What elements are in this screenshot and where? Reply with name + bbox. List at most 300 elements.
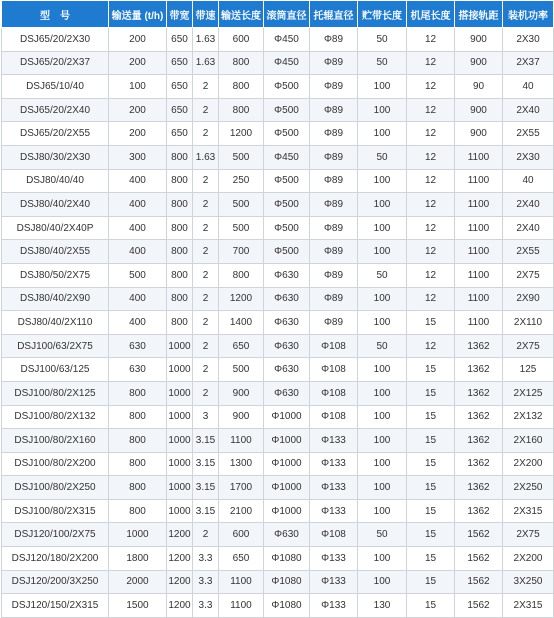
- table-cell: 2: [193, 240, 219, 264]
- table-cell: Φ500: [264, 75, 310, 99]
- table-row: [2, 429, 554, 453]
- table-cell: 500: [219, 358, 264, 382]
- table-cell: 50: [358, 28, 407, 52]
- table-cell: 2X40: [503, 98, 554, 122]
- table-cell: 100: [358, 311, 407, 335]
- table-cell: 500: [109, 263, 167, 287]
- table-cell: 1000: [167, 452, 193, 476]
- table-cell: 100: [358, 240, 407, 264]
- table-cell: 500: [219, 193, 264, 217]
- table-cell: 2: [193, 193, 219, 217]
- table-cell: Φ450: [264, 145, 310, 169]
- table-cell: 400: [109, 311, 167, 335]
- table-cell: DSJ100/80/2X125: [2, 381, 109, 405]
- table-cell: 400: [109, 216, 167, 240]
- table-row: [2, 547, 554, 571]
- table-cell: 800: [167, 193, 193, 217]
- table-row: [2, 311, 554, 335]
- table-row: [2, 381, 554, 405]
- table-cell: DSJ65/20/2X55: [2, 122, 109, 146]
- table-cell: 1362: [455, 334, 503, 358]
- table-cell: Φ89: [310, 216, 358, 240]
- table-cell: 12: [407, 51, 455, 75]
- table-cell: 3.15: [193, 476, 219, 500]
- table-row: [2, 358, 554, 382]
- table-cell: Φ89: [310, 263, 358, 287]
- table-cell: 800: [167, 145, 193, 169]
- table-cell: 2000: [109, 570, 167, 594]
- table-cell: DSJ120/180/2X200: [2, 547, 109, 571]
- table-cell: DSJ100/80/2X160: [2, 429, 109, 453]
- table-cell: 125: [503, 358, 554, 382]
- table-cell: 650: [219, 334, 264, 358]
- table-cell: DSJ65/10/40: [2, 75, 109, 99]
- table-cell: 2: [193, 216, 219, 240]
- table-cell: 100: [358, 193, 407, 217]
- table-cell: Φ133: [310, 429, 358, 453]
- table-cell: Φ89: [310, 169, 358, 193]
- table-cell: 1000: [167, 334, 193, 358]
- table-cell: 800: [109, 499, 167, 523]
- table-cell: 90: [455, 75, 503, 99]
- table-cell: DSJ120/100/2X75: [2, 523, 109, 547]
- table-cell: 1000: [167, 429, 193, 453]
- table-cell: 1100: [455, 287, 503, 311]
- table-row: [2, 216, 554, 240]
- table-cell: 15: [407, 429, 455, 453]
- table-cell: Φ450: [264, 51, 310, 75]
- table-cell: 800: [167, 263, 193, 287]
- table-cell: 1362: [455, 429, 503, 453]
- table-cell: Φ1000: [264, 476, 310, 500]
- table-cell: Φ133: [310, 499, 358, 523]
- table-cell: Φ89: [310, 98, 358, 122]
- table-cell: 1000: [167, 476, 193, 500]
- table-cell: 1200: [219, 287, 264, 311]
- table-cell: Φ108: [310, 358, 358, 382]
- table-row: [2, 98, 554, 122]
- column-header: 装机功率: [503, 1, 554, 28]
- table-cell: DSJ80/40/2X90: [2, 287, 109, 311]
- table-cell: 1562: [455, 594, 503, 618]
- table-cell: 3.3: [193, 547, 219, 571]
- table-cell: 2X125: [503, 381, 554, 405]
- table-cell: 100: [358, 429, 407, 453]
- table-cell: 1100: [455, 240, 503, 264]
- table-cell: DSJ80/40/40: [2, 169, 109, 193]
- table-cell: 100: [358, 570, 407, 594]
- table-cell: Φ1080: [264, 570, 310, 594]
- table-cell: 800: [167, 287, 193, 311]
- table-cell: 400: [109, 287, 167, 311]
- table-cell: 1200: [167, 547, 193, 571]
- table-cell: Φ89: [310, 311, 358, 335]
- table-cell: 700: [219, 240, 264, 264]
- table-cell: 100: [358, 287, 407, 311]
- table-cell: 2X30: [503, 145, 554, 169]
- table-cell: 2X132: [503, 405, 554, 429]
- table-row: [2, 499, 554, 523]
- table-cell: 1000: [167, 405, 193, 429]
- table-cell: 630: [109, 358, 167, 382]
- table-cell: 12: [407, 145, 455, 169]
- table-cell: 800: [219, 51, 264, 75]
- table-cell: DSJ80/40/2X55: [2, 240, 109, 264]
- table-cell: 100: [358, 169, 407, 193]
- table-body: [2, 28, 554, 618]
- table-row: [2, 75, 554, 99]
- column-header: 带速: [193, 1, 219, 28]
- table-cell: 3.15: [193, 499, 219, 523]
- table-cell: 1100: [219, 570, 264, 594]
- table-cell: Φ108: [310, 523, 358, 547]
- table-cell: Φ500: [264, 216, 310, 240]
- table-cell: 200: [109, 51, 167, 75]
- table-cell: 800: [109, 476, 167, 500]
- table-cell: 2X110: [503, 311, 554, 335]
- table-cell: DSJ80/40/2X40: [2, 193, 109, 217]
- table-cell: 1362: [455, 499, 503, 523]
- table-cell: DSJ80/40/2X40P: [2, 216, 109, 240]
- table-cell: 100: [358, 122, 407, 146]
- table-cell: 2X55: [503, 240, 554, 264]
- table-cell: 1200: [167, 570, 193, 594]
- table-cell: 1362: [455, 381, 503, 405]
- table-cell: 130: [358, 594, 407, 618]
- table-cell: Φ500: [264, 193, 310, 217]
- table-cell: DSJ100/80/2X200: [2, 452, 109, 476]
- table-cell: 2: [193, 169, 219, 193]
- table-cell: 1000: [109, 523, 167, 547]
- table-cell: 15: [407, 311, 455, 335]
- table-header: [2, 1, 554, 28]
- table-cell: 2X90: [503, 287, 554, 311]
- table-cell: 12: [407, 75, 455, 99]
- table-row: [2, 263, 554, 287]
- table-cell: 12: [407, 263, 455, 287]
- table-cell: 1400: [219, 311, 264, 335]
- table-cell: 650: [219, 547, 264, 571]
- table-cell: 12: [407, 193, 455, 217]
- table-cell: 2: [193, 381, 219, 405]
- table-cell: Φ89: [310, 28, 358, 52]
- table-cell: 100: [358, 358, 407, 382]
- table-cell: 1100: [455, 145, 503, 169]
- table-cell: 40: [503, 75, 554, 99]
- table-cell: 400: [109, 193, 167, 217]
- table-cell: 1100: [455, 263, 503, 287]
- table-cell: 2X37: [503, 51, 554, 75]
- column-header: 滚筒直径: [264, 1, 310, 28]
- column-header: 型 号: [2, 1, 109, 28]
- table-cell: 2: [193, 263, 219, 287]
- table-cell: Φ89: [310, 51, 358, 75]
- table-cell: Φ630: [264, 523, 310, 547]
- table-cell: 1300: [219, 452, 264, 476]
- table-cell: 1000: [167, 381, 193, 405]
- column-header: 带宽: [167, 1, 193, 28]
- column-header: 搭接轨距: [455, 1, 503, 28]
- table-cell: 2: [193, 334, 219, 358]
- table-cell: 1.63: [193, 145, 219, 169]
- table-cell: 1200: [219, 122, 264, 146]
- table-cell: 12: [407, 287, 455, 311]
- table-cell: DSJ100/80/2X250: [2, 476, 109, 500]
- table-cell: 200: [109, 98, 167, 122]
- table-cell: 900: [219, 405, 264, 429]
- table-row: [2, 240, 554, 264]
- table-cell: DSJ80/30/2X30: [2, 145, 109, 169]
- table-row: [2, 405, 554, 429]
- table-cell: 1100: [219, 429, 264, 453]
- table-cell: 3.3: [193, 570, 219, 594]
- table-cell: Φ89: [310, 145, 358, 169]
- table-cell: 12: [407, 98, 455, 122]
- table-cell: 900: [455, 51, 503, 75]
- table-cell: 100: [358, 75, 407, 99]
- table-cell: 15: [407, 405, 455, 429]
- table-cell: 15: [407, 547, 455, 571]
- table-cell: 3: [193, 405, 219, 429]
- table-cell: 2100: [219, 499, 264, 523]
- table-cell: 1100: [219, 594, 264, 618]
- table-cell: 12: [407, 240, 455, 264]
- table-cell: 100: [109, 75, 167, 99]
- table-cell: 100: [358, 216, 407, 240]
- table-cell: Φ108: [310, 334, 358, 358]
- table-cell: 900: [455, 28, 503, 52]
- table-cell: 1100: [455, 193, 503, 217]
- table-cell: 2: [193, 98, 219, 122]
- table-cell: 100: [358, 405, 407, 429]
- table-cell: 200: [109, 28, 167, 52]
- table-cell: 100: [358, 381, 407, 405]
- table-cell: 50: [358, 51, 407, 75]
- table-cell: 630: [109, 334, 167, 358]
- table-cell: DSJ100/80/2X315: [2, 499, 109, 523]
- table-row: [2, 287, 554, 311]
- table-cell: 800: [167, 169, 193, 193]
- table-cell: 1500: [109, 594, 167, 618]
- table-cell: DSJ65/20/2X40: [2, 98, 109, 122]
- table-cell: Φ133: [310, 476, 358, 500]
- table-cell: 40: [503, 169, 554, 193]
- table-cell: 1362: [455, 476, 503, 500]
- table-cell: 15: [407, 523, 455, 547]
- table-cell: 650: [167, 28, 193, 52]
- table-cell: 900: [455, 98, 503, 122]
- table-cell: 50: [358, 145, 407, 169]
- table-cell: 50: [358, 523, 407, 547]
- table-cell: 2X30: [503, 28, 554, 52]
- table-cell: 2X160: [503, 429, 554, 453]
- table-cell: DSJ80/40/2X110: [2, 311, 109, 335]
- table-cell: 1700: [219, 476, 264, 500]
- table-cell: 3.3: [193, 594, 219, 618]
- table-cell: 12: [407, 216, 455, 240]
- table-cell: Φ89: [310, 193, 358, 217]
- table-cell: 500: [219, 216, 264, 240]
- table-row: [2, 145, 554, 169]
- table-cell: 900: [219, 381, 264, 405]
- table-cell: Φ1000: [264, 499, 310, 523]
- table-cell: 2X40: [503, 193, 554, 217]
- table-cell: Φ89: [310, 240, 358, 264]
- table-cell: 1562: [455, 570, 503, 594]
- table-cell: 800: [167, 216, 193, 240]
- table-row: [2, 523, 554, 547]
- table-cell: 100: [358, 452, 407, 476]
- table-cell: Φ89: [310, 122, 358, 146]
- table-cell: Φ89: [310, 75, 358, 99]
- table-cell: 800: [109, 405, 167, 429]
- column-header: 输送量 (t/h): [109, 1, 167, 28]
- table-cell: 650: [167, 51, 193, 75]
- table-cell: Φ1000: [264, 429, 310, 453]
- table-cell: DSJ100/80/2X132: [2, 405, 109, 429]
- column-header: 托辊直径: [310, 1, 358, 28]
- table-cell: 15: [407, 358, 455, 382]
- table-cell: 2X200: [503, 452, 554, 476]
- header-row: [2, 1, 554, 28]
- table-cell: Φ1000: [264, 452, 310, 476]
- table-cell: Φ630: [264, 334, 310, 358]
- table-cell: 100: [358, 547, 407, 571]
- column-header: 输送长度: [219, 1, 264, 28]
- table-cell: 3.15: [193, 429, 219, 453]
- table-cell: DSJ65/20/2X37: [2, 51, 109, 75]
- table-cell: 1100: [455, 216, 503, 240]
- table-row: [2, 452, 554, 476]
- table-cell: DSJ100/63/125: [2, 358, 109, 382]
- table-cell: 15: [407, 570, 455, 594]
- table-cell: 12: [407, 169, 455, 193]
- table-cell: Φ1080: [264, 594, 310, 618]
- table-cell: 1200: [167, 594, 193, 618]
- table-cell: 1.63: [193, 28, 219, 52]
- table-cell: Φ500: [264, 98, 310, 122]
- table-cell: 2: [193, 75, 219, 99]
- table-cell: Φ108: [310, 405, 358, 429]
- table-cell: DSJ120/150/2X315: [2, 594, 109, 618]
- table-cell: 2X75: [503, 523, 554, 547]
- table-cell: 100: [358, 499, 407, 523]
- table-cell: 650: [167, 75, 193, 99]
- table-cell: 800: [109, 381, 167, 405]
- table-cell: 800: [109, 452, 167, 476]
- table-cell: 300: [109, 145, 167, 169]
- table-cell: 900: [455, 122, 503, 146]
- table-cell: 600: [219, 28, 264, 52]
- table-cell: 15: [407, 476, 455, 500]
- table-cell: Φ630: [264, 263, 310, 287]
- table-cell: 800: [219, 75, 264, 99]
- table-cell: Φ133: [310, 452, 358, 476]
- table-cell: 400: [109, 169, 167, 193]
- table-cell: 600: [219, 523, 264, 547]
- table-cell: 1562: [455, 547, 503, 571]
- table-cell: 50: [358, 263, 407, 287]
- table-cell: DSJ120/200/3X250: [2, 570, 109, 594]
- table-cell: Φ630: [264, 358, 310, 382]
- table-cell: Φ1000: [264, 405, 310, 429]
- table-cell: Φ133: [310, 570, 358, 594]
- table-cell: 800: [109, 429, 167, 453]
- table-cell: DSJ80/50/2X75: [2, 263, 109, 287]
- table-cell: 500: [219, 145, 264, 169]
- table-cell: 2X250: [503, 476, 554, 500]
- table-cell: 2X55: [503, 122, 554, 146]
- table-cell: 2: [193, 122, 219, 146]
- table-cell: 15: [407, 381, 455, 405]
- table-cell: 1362: [455, 358, 503, 382]
- table-cell: Φ1080: [264, 547, 310, 571]
- table-cell: 2X75: [503, 334, 554, 358]
- table-cell: 1200: [167, 523, 193, 547]
- table-row: [2, 193, 554, 217]
- table-cell: Φ133: [310, 594, 358, 618]
- table-cell: 400: [109, 240, 167, 264]
- table-cell: Φ630: [264, 287, 310, 311]
- table-cell: 650: [167, 122, 193, 146]
- table-cell: 3X250: [503, 570, 554, 594]
- table-cell: 12: [407, 28, 455, 52]
- table-cell: Φ630: [264, 381, 310, 405]
- spec-table: [1, 0, 554, 618]
- table-cell: 1000: [167, 358, 193, 382]
- table-cell: Φ500: [264, 122, 310, 146]
- table-cell: 3.15: [193, 452, 219, 476]
- table-cell: Φ108: [310, 381, 358, 405]
- table-cell: Φ500: [264, 240, 310, 264]
- table-cell: 12: [407, 334, 455, 358]
- table-cell: 2: [193, 287, 219, 311]
- table-cell: 1.63: [193, 51, 219, 75]
- table-row: [2, 28, 554, 52]
- table-cell: 800: [167, 240, 193, 264]
- table-row: [2, 169, 554, 193]
- table-cell: 2X200: [503, 547, 554, 571]
- table-cell: 2X315: [503, 499, 554, 523]
- table-cell: 15: [407, 499, 455, 523]
- table-row: [2, 594, 554, 618]
- table-cell: 100: [358, 476, 407, 500]
- column-header: 机尾长度: [407, 1, 455, 28]
- table-cell: 1362: [455, 452, 503, 476]
- table-cell: 2: [193, 523, 219, 547]
- table-cell: Φ89: [310, 287, 358, 311]
- table-cell: 1100: [455, 169, 503, 193]
- table-cell: Φ630: [264, 311, 310, 335]
- table-cell: 2X75: [503, 263, 554, 287]
- table-cell: DSJ65/20/2X30: [2, 28, 109, 52]
- table-cell: 100: [358, 98, 407, 122]
- table-cell: 1562: [455, 523, 503, 547]
- table-cell: Φ500: [264, 169, 310, 193]
- table-cell: 800: [167, 311, 193, 335]
- table-cell: 800: [219, 263, 264, 287]
- table-cell: 2: [193, 311, 219, 335]
- table-cell: 1362: [455, 405, 503, 429]
- table-cell: 650: [167, 98, 193, 122]
- table-cell: DSJ100/63/2X75: [2, 334, 109, 358]
- table-cell: 12: [407, 122, 455, 146]
- table-row: [2, 122, 554, 146]
- table-cell: 200: [109, 122, 167, 146]
- table-cell: 1000: [167, 499, 193, 523]
- table-cell: 800: [219, 98, 264, 122]
- table-cell: 250: [219, 169, 264, 193]
